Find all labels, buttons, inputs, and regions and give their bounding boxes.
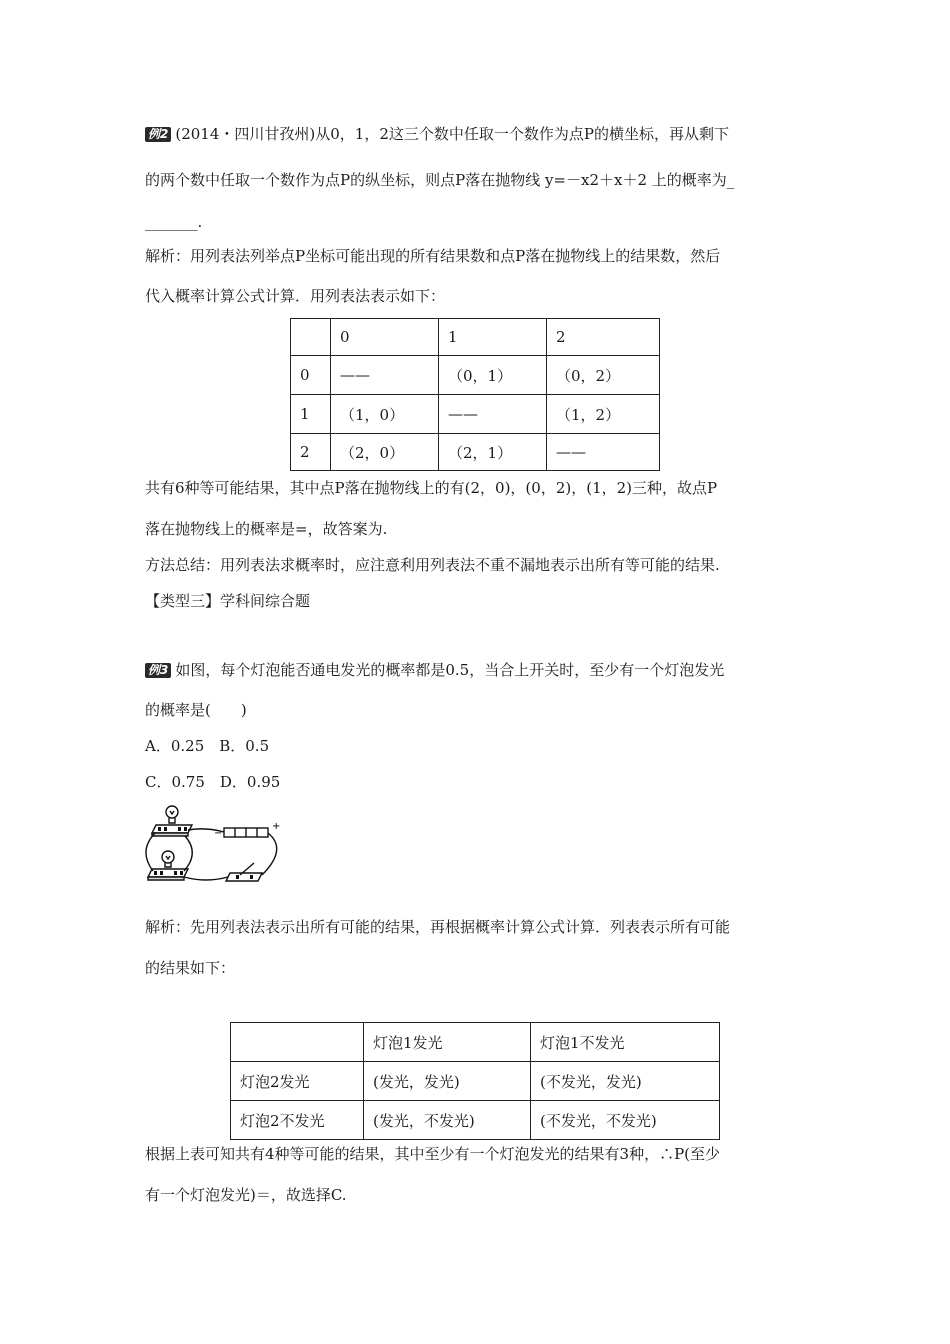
- example3-result-line1: 根据上表可知共有4种等可能的结果，其中至少有一个灯泡发光的结果有3种，∴P(至少: [145, 1145, 721, 1163]
- example2-line2: 的两个数中任取一个数作为点P的纵坐标，则点P落在抛物线 y=－x2＋x＋2 上的概率为_: [145, 171, 735, 189]
- table-cell: （2，0）: [331, 434, 439, 471]
- table-cell: 1: [439, 319, 547, 356]
- table-row: [291, 434, 660, 471]
- table-cell: （1，0）: [331, 395, 439, 434]
- example3-analysis-line1: 解析：先用列表法表示出所有可能的结果，再根据概率计算公式计算．列表表示所有可能: [145, 918, 731, 936]
- table-cell: （2，1）: [439, 434, 547, 471]
- table-cell: 灯泡1发光: [364, 1023, 531, 1062]
- table-row: [291, 395, 660, 434]
- example2-analysis-line2: 代入概率计算公式计算．用列表法表示如下：: [145, 287, 446, 305]
- example2-result-line2: 落在抛物线上的概率是=，故答案为.: [145, 520, 388, 538]
- table-cell: 灯泡1不发光: [531, 1023, 720, 1062]
- table-row: [231, 1062, 720, 1101]
- table-cell: （0，2）: [547, 356, 660, 395]
- table-cell: [231, 1023, 364, 1062]
- table-row: [231, 1023, 720, 1062]
- table-cell: [291, 319, 331, 356]
- battery-minus-label: −: [214, 828, 223, 839]
- table-cell: 灯泡2不发光: [231, 1101, 364, 1140]
- table-cell: (不发光，不发光): [531, 1101, 720, 1140]
- example3-table: [230, 1022, 720, 1140]
- table-cell: 灯泡2发光: [231, 1062, 364, 1101]
- table-cell: 0: [331, 319, 439, 356]
- table-cell: (发光，不发光): [364, 1101, 531, 1140]
- table-cell: （0，1）: [439, 356, 547, 395]
- example2-method-summary: 方法总结：用列表法求概率时，应注意利用列表法不重不漏地表示出所有等可能的结果.: [145, 556, 720, 574]
- example2-line1: [145, 124, 729, 144]
- example3-question-text: 如图，每个灯泡能否通电发光的概率都是0.5，当合上开关时，至少有一个灯泡发光: [175, 661, 725, 679]
- example3-options-cd: C．0.75 D．0.95: [145, 773, 281, 791]
- example2-question-text: (2014・四川甘孜州)从0，1，2这三个数中任取一个数作为点P的横坐标，再从剩下: [175, 125, 729, 143]
- example3-options-ab: A．0.25 B．0.5: [145, 737, 270, 755]
- table-row: [231, 1101, 720, 1140]
- circuit-figure: [140, 803, 292, 889]
- example3-result-line2: 有一个灯泡发光)＝，故选择C.: [145, 1186, 347, 1204]
- table-row: [291, 319, 660, 356]
- battery-plus-label: +: [272, 821, 281, 832]
- table-cell: (不发光，发光): [531, 1062, 720, 1101]
- example2-table: [290, 318, 660, 471]
- example2-badge: 例2: [145, 127, 171, 142]
- example2-analysis-line1: 解析：用列表法列举点P坐标可能出现的所有结果数和点P落在抛物线上的结果数，然后: [145, 247, 721, 265]
- example3-line2: 的概率是( ): [145, 701, 247, 719]
- table-cell: 2: [291, 434, 331, 471]
- table-cell: 1: [291, 395, 331, 434]
- table-cell: ——: [331, 356, 439, 395]
- table-cell: （1，2）: [547, 395, 660, 434]
- example2-result-line1: 共有6种等可能结果，其中点P落在抛物线上的有(2，0)，(0，2)，(1，2)三种，故点P: [145, 479, 718, 497]
- section-title: 【类型三】学科间综合题: [145, 592, 311, 610]
- example3-badge: 例3: [145, 663, 171, 678]
- example3-line1: [145, 660, 724, 680]
- table-cell: (发光，发光): [364, 1062, 531, 1101]
- table-row: [291, 356, 660, 395]
- table-cell: ——: [547, 434, 660, 471]
- table-cell: ——: [439, 395, 547, 434]
- example3-analysis-line2: 的结果如下：: [145, 959, 236, 977]
- table-cell: 0: [291, 356, 331, 395]
- table-cell: 2: [547, 319, 660, 356]
- example2-line3: _______.: [145, 213, 203, 231]
